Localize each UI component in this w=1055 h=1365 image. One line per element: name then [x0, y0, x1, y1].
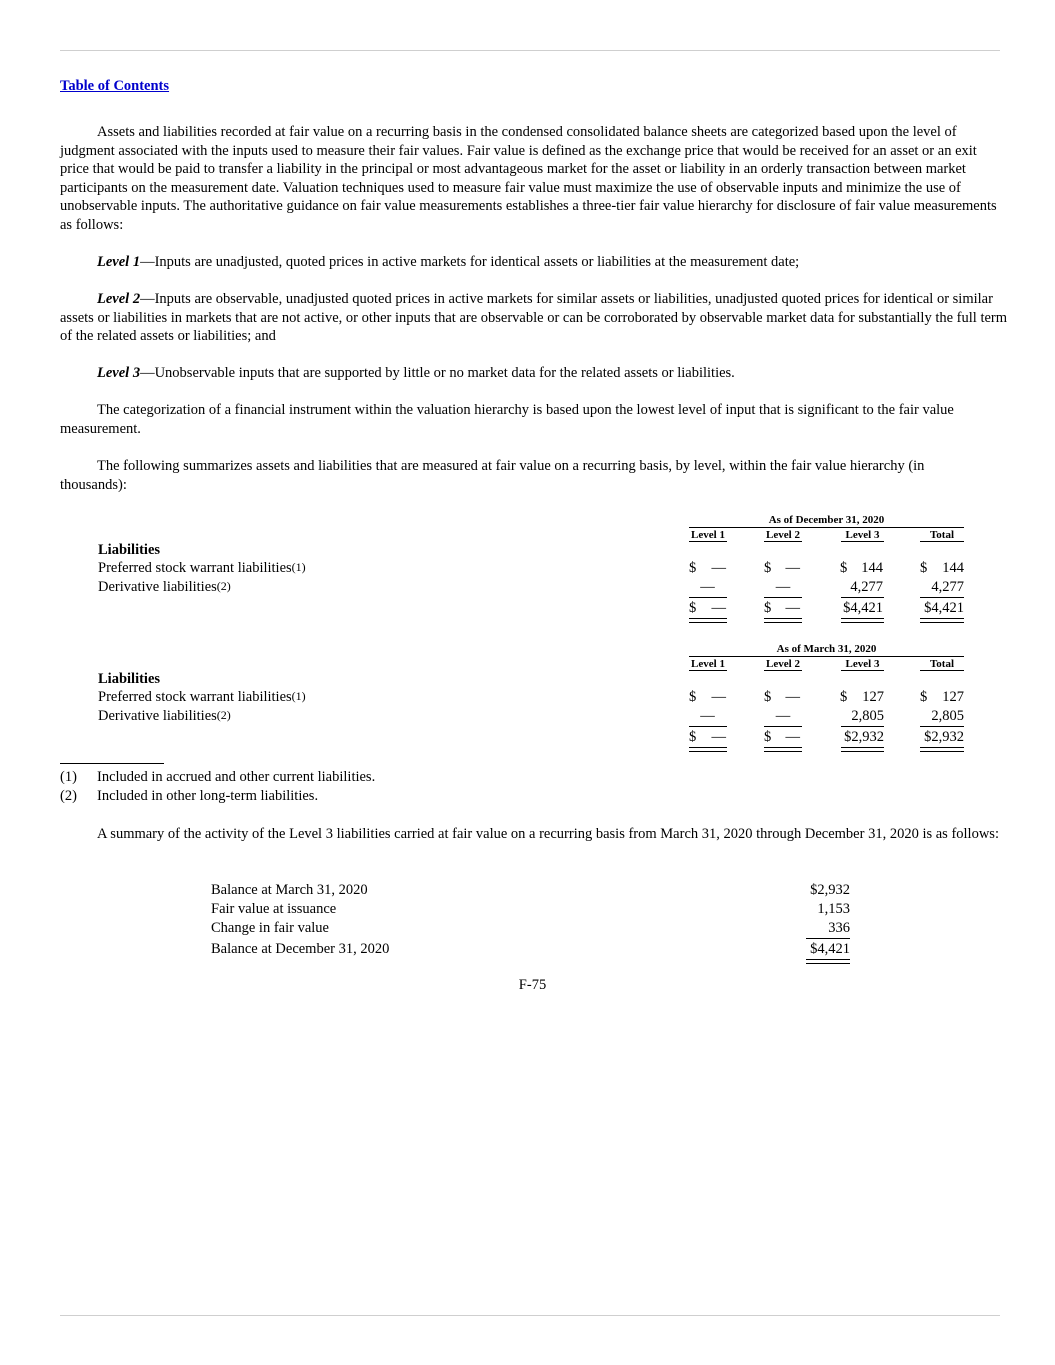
total-value: —: [711, 600, 726, 616]
cell-value: 127: [862, 689, 884, 705]
footnote-1: [60, 769, 375, 786]
activity-label: Change in fair value: [211, 920, 329, 936]
activity-label: Balance at December 31, 2020: [211, 941, 390, 957]
activity-intro-text: A summary of the activity of the Level 3 liabilities carried at fair value on a recurring basis from March 31, 2020 through December 31, 2020 is as follows:: [97, 826, 999, 842]
total-value: —: [785, 600, 800, 616]
cell-currency: $: [764, 560, 772, 576]
cell-currency: $: [764, 729, 772, 745]
cell-value: 2,805: [851, 708, 884, 724]
column-header-total: Total: [920, 658, 964, 671]
subtotal-rule: [689, 726, 727, 727]
level-3-term: Level 3: [97, 365, 141, 381]
footnote-ref: (2): [216, 579, 231, 593]
level-2-term: Level 2: [97, 291, 141, 307]
total-double-rule: [689, 618, 727, 623]
page-number: F-75: [518, 977, 547, 993]
cell-currency: $: [764, 600, 772, 616]
footnote-mark: (1): [60, 769, 77, 785]
activity-value: 336: [828, 920, 850, 936]
footnote-2: [60, 788, 318, 805]
level-3-text: —Unobservable inputs that are supported by little or no market data for the related assets or liabilities.: [140, 365, 735, 381]
cell-value: —: [775, 708, 791, 724]
footnote-text: Included in accrued and other current liabilities.: [97, 769, 376, 785]
total-value: $4,421: [843, 600, 883, 616]
title-underline: [689, 656, 964, 657]
subtotal-rule: [806, 938, 850, 939]
total-value: $2,932: [924, 729, 964, 745]
row-label-text: Derivative liabilities: [98, 579, 217, 595]
footnote-mark: (2): [60, 788, 77, 804]
total-double-rule: [920, 747, 964, 752]
level-2-paragraph: [60, 290, 1008, 346]
activity-label: Balance at March 31, 2020: [211, 882, 368, 898]
level-1-text: —Inputs are unadjusted, quoted prices in active markets for identical assets or liabilities at the measurement date;: [140, 254, 800, 270]
subtotal-rule: [689, 597, 727, 598]
section-heading: Liabilities: [98, 671, 161, 687]
total-double-rule: [920, 618, 964, 623]
subtotal-rule: [764, 597, 802, 598]
cell-value: —: [711, 689, 726, 705]
cell-value: 144: [942, 560, 964, 576]
total-value: —: [785, 729, 800, 745]
subtotal-rule: [841, 726, 884, 727]
row-label-text: Preferred stock warrant liabilities: [98, 560, 292, 576]
column-header-level-3: Level 3: [841, 658, 884, 671]
cell-currency: $: [840, 560, 848, 576]
total-double-rule: [764, 618, 802, 623]
top-divider: [60, 50, 1000, 51]
row-label: [98, 579, 231, 596]
total-value: $2,932: [844, 729, 884, 745]
cell-value: 4,277: [850, 579, 883, 595]
activity-intro-paragraph: [60, 825, 1008, 844]
footnote-ref: (2): [216, 708, 231, 722]
cell-value: 144: [861, 560, 883, 576]
subtotal-rule: [841, 597, 884, 598]
summary-intro-text: The following summarizes assets and liabilities that are measured at fair value on a recurring basis, by level, within the fair value hierarchy (in thousands):: [60, 458, 925, 493]
cell-currency: $: [689, 600, 697, 616]
row-label: [98, 689, 306, 706]
total-value: —: [711, 729, 726, 745]
summary-intro-paragraph: [60, 457, 990, 494]
footnote-ref: (1): [291, 689, 306, 703]
column-header-level-1: Level 1: [689, 658, 727, 671]
section-heading: Liabilities: [98, 542, 161, 558]
column-header-total: Total: [920, 529, 964, 542]
categorization-paragraph: [60, 401, 990, 438]
intro-text: Assets and liabilities recorded at fair value on a recurring basis in the condensed consolidated balance sheets are categorized based upon the level of judgment associated with the inputs used to measure their fair values. Fair value is defined as the exchange price that would be received for an asset or an exit price that would be paid to transfer a liability in the principal or most advantageous market for the asset or liability in an orderly transaction between market participants on the measurement date. Valuation techniques used to measure fair value must maximize the use of observable inputs and minimize the use of unobservable inputs. The authoritative guidance on fair value measurements establishes a three-tier fair value hierarchy for disclosure of fair value measurements as follows:: [60, 124, 997, 233]
total-double-rule: [841, 618, 884, 623]
intro-paragraph: [60, 123, 1008, 235]
table-title: As of December 31, 2020: [768, 514, 885, 526]
subtotal-rule: [764, 726, 802, 727]
activity-label: Fair value at issuance: [211, 901, 337, 917]
cell-value: —: [700, 579, 715, 595]
total-double-rule: [689, 747, 727, 752]
table-title: As of March 31, 2020: [776, 643, 877, 655]
column-header-level-1: Level 1: [689, 529, 727, 542]
cell-currency: $: [689, 560, 697, 576]
total-double-rule: [806, 959, 850, 964]
cell-currency: $: [689, 689, 697, 705]
cell-currency: $: [920, 560, 928, 576]
total-double-rule: [764, 747, 802, 752]
cell-value: —: [785, 560, 800, 576]
column-header-level-3: Level 3: [841, 529, 884, 542]
cell-value: 4,277: [931, 579, 964, 595]
activity-value: $4,421: [810, 941, 850, 957]
level-2-text: —Inputs are observable, unadjusted quoted prices in active markets for similar assets or liabilities, unadjusted quoted prices for identical or similar assets or liabilities in markets that are not active, or other inputs that are observable or can be corroborated by observable market data for substantially the full term of the related assets or liabilities; and: [60, 291, 1008, 345]
column-header-level-2: Level 2: [764, 658, 802, 671]
level-1-term: Level 1: [97, 254, 141, 270]
row-label-text: Derivative liabilities: [98, 708, 217, 724]
footnote-separator: [60, 763, 164, 764]
cell-currency: $: [764, 689, 772, 705]
cell-value: 2,805: [931, 708, 964, 724]
cell-value: —: [700, 708, 715, 724]
row-label: [98, 708, 231, 725]
column-header-level-2: Level 2: [764, 529, 802, 542]
cell-value: —: [785, 689, 800, 705]
cell-value: —: [711, 560, 726, 576]
title-underline: [689, 527, 964, 528]
cell-currency: $: [920, 689, 928, 705]
bottom-divider: [60, 1315, 1000, 1316]
total-value: $4,421: [924, 600, 964, 616]
subtotal-rule: [920, 726, 964, 727]
footnote-ref: (1): [291, 560, 306, 574]
cell-currency: $: [689, 729, 697, 745]
categorization-text: The categorization of a financial instrument within the valuation hierarchy is based upon the lowest level of input that is significant to the fair value measurement.: [60, 402, 954, 437]
cell-currency: $: [840, 689, 848, 705]
subtotal-rule: [920, 597, 964, 598]
footnote-text: Included in other long-term liabilities.: [97, 788, 319, 804]
level-1-paragraph: [60, 253, 1008, 272]
row-label: [98, 560, 306, 577]
table-of-contents-link[interactable]: Table of Contents: [60, 78, 170, 94]
activity-value: 1,153: [817, 901, 850, 917]
level-3-paragraph: [60, 364, 1008, 383]
cell-value: —: [775, 579, 791, 595]
total-double-rule: [841, 747, 884, 752]
row-label-text: Preferred stock warrant liabilities: [98, 689, 292, 705]
cell-value: 127: [942, 689, 964, 705]
activity-value: $2,932: [810, 882, 850, 898]
